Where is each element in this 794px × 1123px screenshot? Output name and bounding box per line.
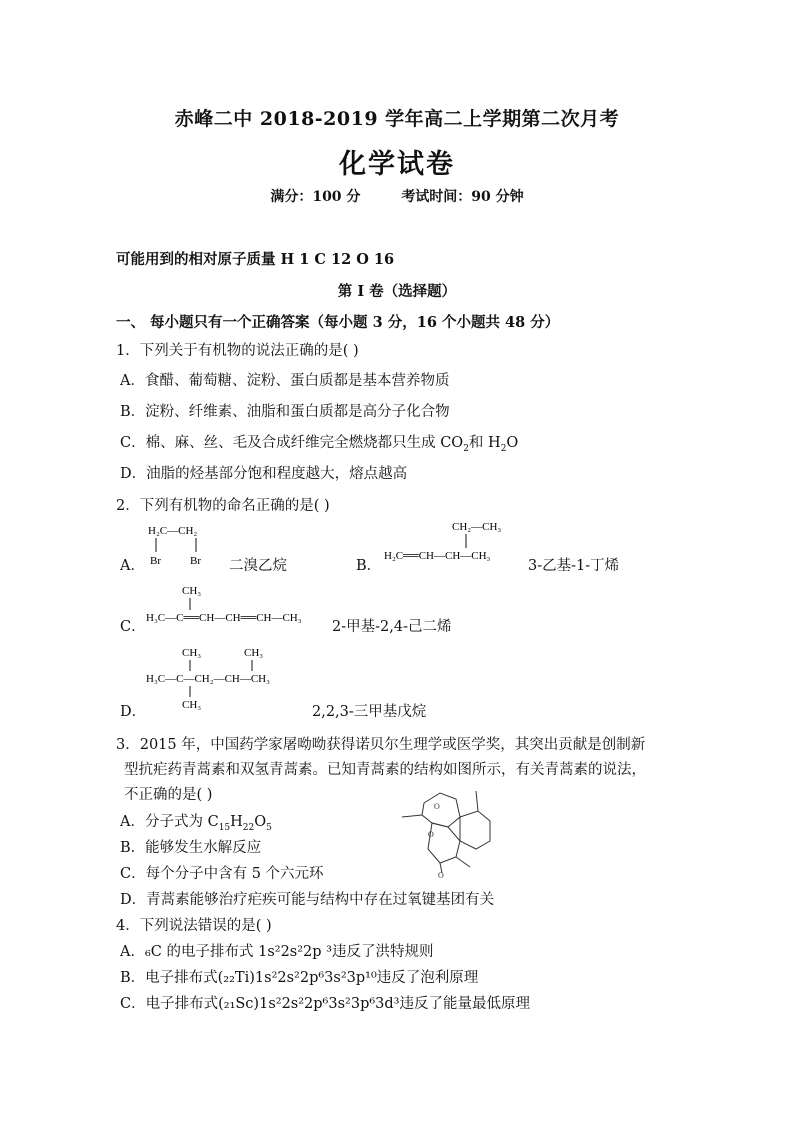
question-1-option-a: A．食醋、葡萄糖、淀粉、蛋白质都是基本营养物质 xyxy=(120,373,450,389)
question-3-option-d: D．青蒿素能够治疗疟疾可能与结构中存在过氧键基团有关 xyxy=(120,892,495,908)
part-one-heading: 一、 每小题只有一个正确答案（每小题 3 分，16 个小题共 48 分） xyxy=(116,314,560,331)
exam-meta xyxy=(0,186,794,206)
o-label-2: O xyxy=(428,830,434,839)
question-2-option-a-label: A． xyxy=(120,558,145,574)
struct-b-main: H₂C══CH—CH—CH₃ xyxy=(384,550,491,562)
question-2-option-b-label: B． xyxy=(356,558,382,574)
question-2-option-c-label: C． xyxy=(120,619,146,635)
q3a-hn: 22 xyxy=(242,822,255,833)
section-title: 第 I 卷（选择题） xyxy=(337,283,457,300)
structure-b xyxy=(384,518,524,568)
structure-c xyxy=(146,582,326,628)
atomic-masses: 可能用到的相对原子质量 H 1 C 12 O 16 xyxy=(116,251,395,268)
structure-d xyxy=(146,642,306,714)
o-label-1: O xyxy=(434,802,440,811)
artemisinin-structure xyxy=(398,785,494,879)
struct-b-top: CH₂—CH₃ xyxy=(452,521,502,533)
q1c-part2: 和 H xyxy=(468,435,501,451)
struct-d-bot: CH₃ xyxy=(182,699,202,711)
struct-a-br2: Br xyxy=(190,555,201,567)
question-4-stem: 4．下列说法错误的是( ) xyxy=(116,918,272,934)
struct-c-main: H₃C—C══CH—CH══CH—CH₃ xyxy=(146,612,302,624)
question-2-option-d-label: D． xyxy=(120,704,147,720)
q3a-o: O xyxy=(254,814,267,830)
struct-a-br1: Br xyxy=(150,555,161,567)
question-2-option-c-name: 2-甲基-2,4-己二烯 xyxy=(332,619,452,635)
struct-c-top: CH₃ xyxy=(182,585,202,597)
struct-d-top2: CH₃ xyxy=(244,647,264,659)
question-1-option-b: B．淀粉、纤维素、油脂和蛋白质都是高分子化合物 xyxy=(120,404,450,420)
question-2-stem: 2．下列有机物的命名正确的是( ) xyxy=(116,498,330,514)
q3a-on: 5 xyxy=(266,822,272,833)
question-1-stem: 1．下列关于有机物的说法正确的是( ) xyxy=(116,343,359,359)
question-1-option-c: C．棉、麻、丝、毛及合成纤维完全燃烧都只生成 $CO_2$和 $H_2O$ xyxy=(120,435,519,454)
structure-a xyxy=(146,522,226,570)
struct-d-main: H₃C—C—CH₂—CH—CH₃ xyxy=(146,673,270,685)
question-2-option-b-name: 3-乙基-1-丁烯 xyxy=(528,558,620,574)
o-label-3: O xyxy=(438,871,444,879)
question-3-option-a xyxy=(120,810,272,833)
question-1-option-d: D．油脂的烃基部分饱和程度越大，熔点越高 xyxy=(120,466,408,482)
q3a-c: 15 xyxy=(218,822,231,833)
question-4-option-c: C．电子排布式(₂₁Sc)1s²2s²2p⁶3s²3p⁶3d³违反了能量最低原理 xyxy=(120,996,530,1012)
struct-a-top: H₂C—CH₂ xyxy=(148,525,198,537)
question-4-option-b: B．电子排布式(₂₂Ti)1s²2s²2p⁶3s²3p¹⁰违反了泡利原理 xyxy=(120,970,479,986)
q1c-part1: C．棉、麻、丝、毛及合成纤维完全燃烧都只生成 CO xyxy=(120,435,464,451)
q3a-pre: A．分子式为 C xyxy=(120,814,219,830)
subject-title: 化学试卷 xyxy=(339,149,455,180)
question-3-stem-line3: 不正确的是( ) xyxy=(124,787,213,803)
q1c-part3: O xyxy=(506,435,519,451)
question-3-option-c: C．每个分子中含有 5 个六元环 xyxy=(120,866,324,882)
full-score: 满分：100 分 xyxy=(270,189,361,205)
question-2-option-d-name: 2,2,3-三甲基戊烷 xyxy=(312,704,427,720)
q3a-h: H xyxy=(230,814,243,830)
question-4-option-a: A．₆C 的电子排布式 1s²2s²2p ³违反了洪特规则 xyxy=(120,944,434,960)
exam-time: 考试时间：90 分钟 xyxy=(401,189,524,205)
exam-title: 赤峰二中 2018-2019 学年高二上学期第二次月考 xyxy=(174,108,620,130)
struct-d-top1: CH₃ xyxy=(182,647,202,659)
question-2-option-a-name: 二溴乙烷 xyxy=(229,558,287,574)
question-3-stem-line1: 3．2015 年，中国药学家屠呦呦获得诺贝尔生理学或医学奖，其突出贡献是创制新 xyxy=(116,737,646,753)
question-3-option-b: B．能够发生水解反应 xyxy=(120,840,262,856)
question-3-stem-line2: 型抗疟药青蒿素和双氢青蒿素。已知青蒿素的结构如图所示，有关青蒿素的说法， xyxy=(124,762,646,778)
